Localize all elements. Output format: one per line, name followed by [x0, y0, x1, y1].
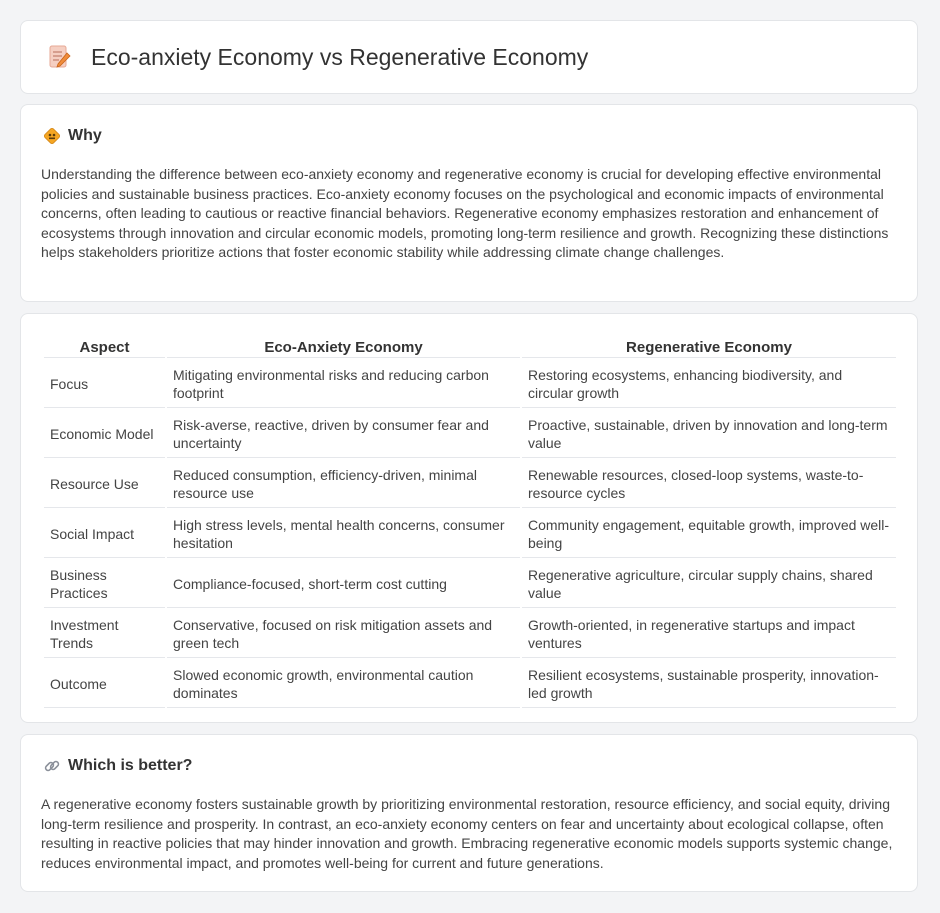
eco-anxiety-cell: High stress levels, mental health concerns, consumer hesitation — [167, 510, 520, 558]
aspect-cell: Social Impact — [44, 510, 165, 558]
regenerative-cell: Community engagement, equitable growth, improved well-being — [522, 510, 896, 558]
comparison-card — [20, 313, 918, 723]
why-heading — [43, 127, 102, 145]
aspect-cell: Focus — [44, 360, 165, 408]
why-section — [20, 104, 918, 302]
link-icon — [43, 757, 61, 775]
eco-anxiety-cell: Reduced consumption, efficiency-driven, minimal resource use — [167, 460, 520, 508]
table-row — [44, 510, 896, 558]
regenerative-cell: Proactive, sustainable, driven by innovation and long-term value — [522, 410, 896, 458]
comparison-table — [42, 336, 898, 710]
table-row — [44, 610, 896, 658]
table-row — [44, 410, 896, 458]
why-title: Why — [68, 127, 102, 144]
regenerative-cell: Regenerative agriculture, circular supply chains, shared value — [522, 560, 896, 608]
diamond-sign-icon — [43, 127, 61, 145]
table-row — [44, 460, 896, 508]
aspect-cell: Economic Model — [44, 410, 165, 458]
better-heading — [43, 757, 192, 775]
eco-anxiety-cell: Conservative, focused on risk mitigation assets and green tech — [167, 610, 520, 658]
regenerative-cell: Restoring ecosystems, enhancing biodiversity, and circular growth — [522, 360, 896, 408]
regenerative-cell: Renewable resources, closed-loop systems, waste-to-resource cycles — [522, 460, 896, 508]
aspect-cell: Outcome — [44, 660, 165, 708]
header-eco-anxiety: Eco-Anxiety Economy — [167, 338, 520, 358]
aspect-cell: Investment Trends — [44, 610, 165, 658]
aspect-cell: Resource Use — [44, 460, 165, 508]
table-row — [44, 560, 896, 608]
better-text: A regenerative economy fosters sustainable growth by prioritizing environmental restoration, resource efficiency, and social equity, driving long-term resilience and prosperity. In contrast, an eco-anxiety economy centers on fear and uncertainty about ecological collapse, often resulting in reactive policies that may hinder innovation and growth. Embracing regenerative economic models supports systemic change, reduces environmental impact, and promotes well-being for current and future generations. — [41, 796, 893, 871]
which-is-better-section — [20, 734, 918, 892]
eco-anxiety-cell: Compliance-focused, short-term cost cutting — [167, 560, 520, 608]
page-title: Eco-anxiety Economy vs Regenerative Economy — [91, 43, 589, 70]
title-row — [47, 43, 588, 71]
header-regenerative: Regenerative Economy — [522, 338, 896, 358]
header-aspect: Aspect — [44, 338, 165, 358]
table-row — [44, 660, 896, 708]
eco-anxiety-cell: Mitigating environmental risks and reducing carbon footprint — [167, 360, 520, 408]
document-pencil-icon — [47, 43, 71, 71]
header-card — [20, 20, 918, 94]
better-title: Which is better? — [68, 757, 193, 774]
eco-anxiety-cell: Slowed economic growth, environmental caution dominates — [167, 660, 520, 708]
regenerative-cell: Growth-oriented, in regenerative startups and impact ventures — [522, 610, 896, 658]
eco-anxiety-cell: Risk-averse, reactive, driven by consumer fear and uncertainty — [167, 410, 520, 458]
table-header-row — [44, 338, 896, 358]
regenerative-cell: Resilient ecosystems, sustainable prosperity, innovation-led growth — [522, 660, 896, 708]
why-text: Understanding the difference between eco-anxiety economy and regenerative economy is crucial for developing effective environmental policies and sustainable business practices. Eco-anxiety economy focuses on the psychological and economic impacts of environmental concerns, often leading to cautious or reactive financial behaviors. Regenerative economy emphasizes restoration and enhancement of ecosystems through innovation and circular economic models, promoting long-term resilience and growth. Recognizing these distinctions helps stakeholders prioritize actions that foster economic stability while addressing climate change challenges. — [41, 166, 889, 260]
aspect-cell: Business Practices — [44, 560, 165, 608]
table-row — [44, 360, 896, 408]
